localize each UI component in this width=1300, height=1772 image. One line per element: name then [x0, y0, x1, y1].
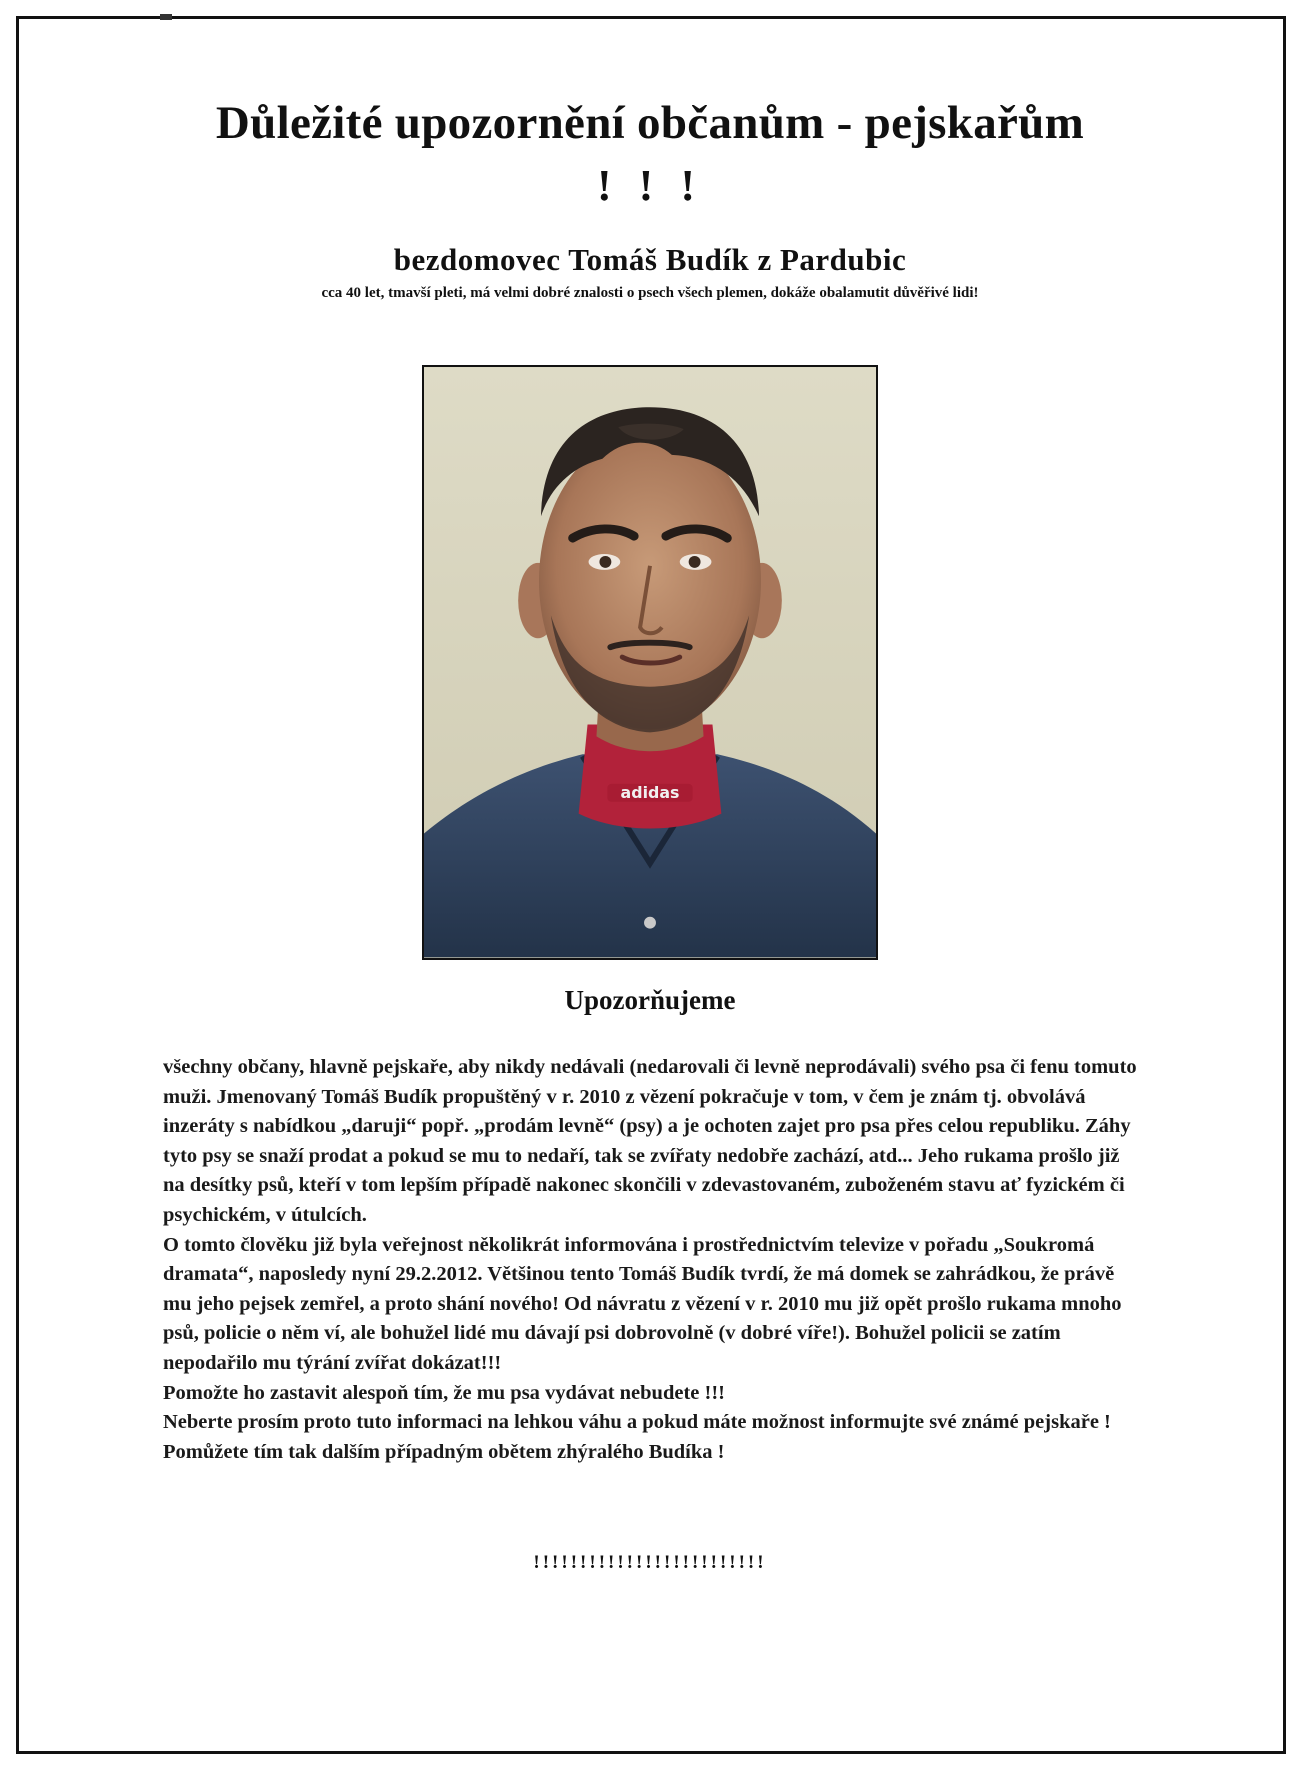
portrait-photo [422, 365, 878, 960]
section-heading: Upozorňujeme [564, 985, 736, 1015]
shirt-logo-text: adidas [620, 782, 680, 802]
paragraph: Neberte prosím proto tuto informaci na lehkou váhu a pokud máte možnost informujte své známé pejskaře ! Pomůžete tím tak dalším případným obětem zhýralého Budíka ! [163, 1411, 1111, 1463]
poster-subtitle: bezdomovec Tomáš Budík z Pardubic [393, 242, 907, 277]
poster-title: Důležité upozornění občanům - pejskařům [215, 97, 1085, 149]
title-emphasis: ! ! ! [597, 161, 703, 210]
closing-exclamations: !!!!!!!!!!!!!!!!!!!!!!!!! [533, 1552, 767, 1573]
warning-body [163, 1053, 1143, 1467]
paragraph: O tomto člověku již byla veřejnost několikrát informována i prostřednictvím televize v pořadu „Soukromá dramata“, naposledy nyní 29.2.2012. Většinou tento Tomáš Budík tvrdí, že má domek se zahrádkou, že právě mu jeho pejsek zemřel, a proto shání nového! Od návratu z vězení v r. 2010 mu již opět prošlo rukama mnoho psů, policie o něm ví, ale bohužel lidé mu dávají psi dobrovolně (v dobré víře!). Bohužel policii se zatím nepodařilo mu týrání zvířat dokázat!!! [163, 1233, 1122, 1374]
portrait-illustration [424, 367, 876, 958]
person-description: cca 40 let, tmavší pleti, má velmi dobré znalosti o psech všech plemen, dokáže obalamutit důvěřivé lidi! [321, 285, 979, 301]
scan-mark [160, 14, 172, 20]
paragraph: všechny občany, hlavně pejskaře, aby nikdy nedávali (nedarovali či levně neprodávali) svého psa či fenu tomuto muži. Jmenovaný Tomáš Budík propuštěný v r. 2010 z vězení pokračuje v tom, v čem je znám tj. obvolává inzeráty s nabídkou „daruji“ popř. „prodám levně“ (psy) a je ochoten zajet pro psa přes celou republiku. Záhy tyto psy se snaží prodat a pokud se mu to nedaří, tak se zvířaty nedobře zachází, atd... Jeho rukama prošlo již na desítky psů, kteří v tom lepším případě nakonec skončili v zdevastovaném, zuboženém stavu ať fyzickém či psychickém, v útulcích. [163, 1056, 1137, 1226]
paragraph: Pomožte ho zastavit alespoň tím, že mu psa vydávat nebudete !!! [163, 1381, 725, 1404]
